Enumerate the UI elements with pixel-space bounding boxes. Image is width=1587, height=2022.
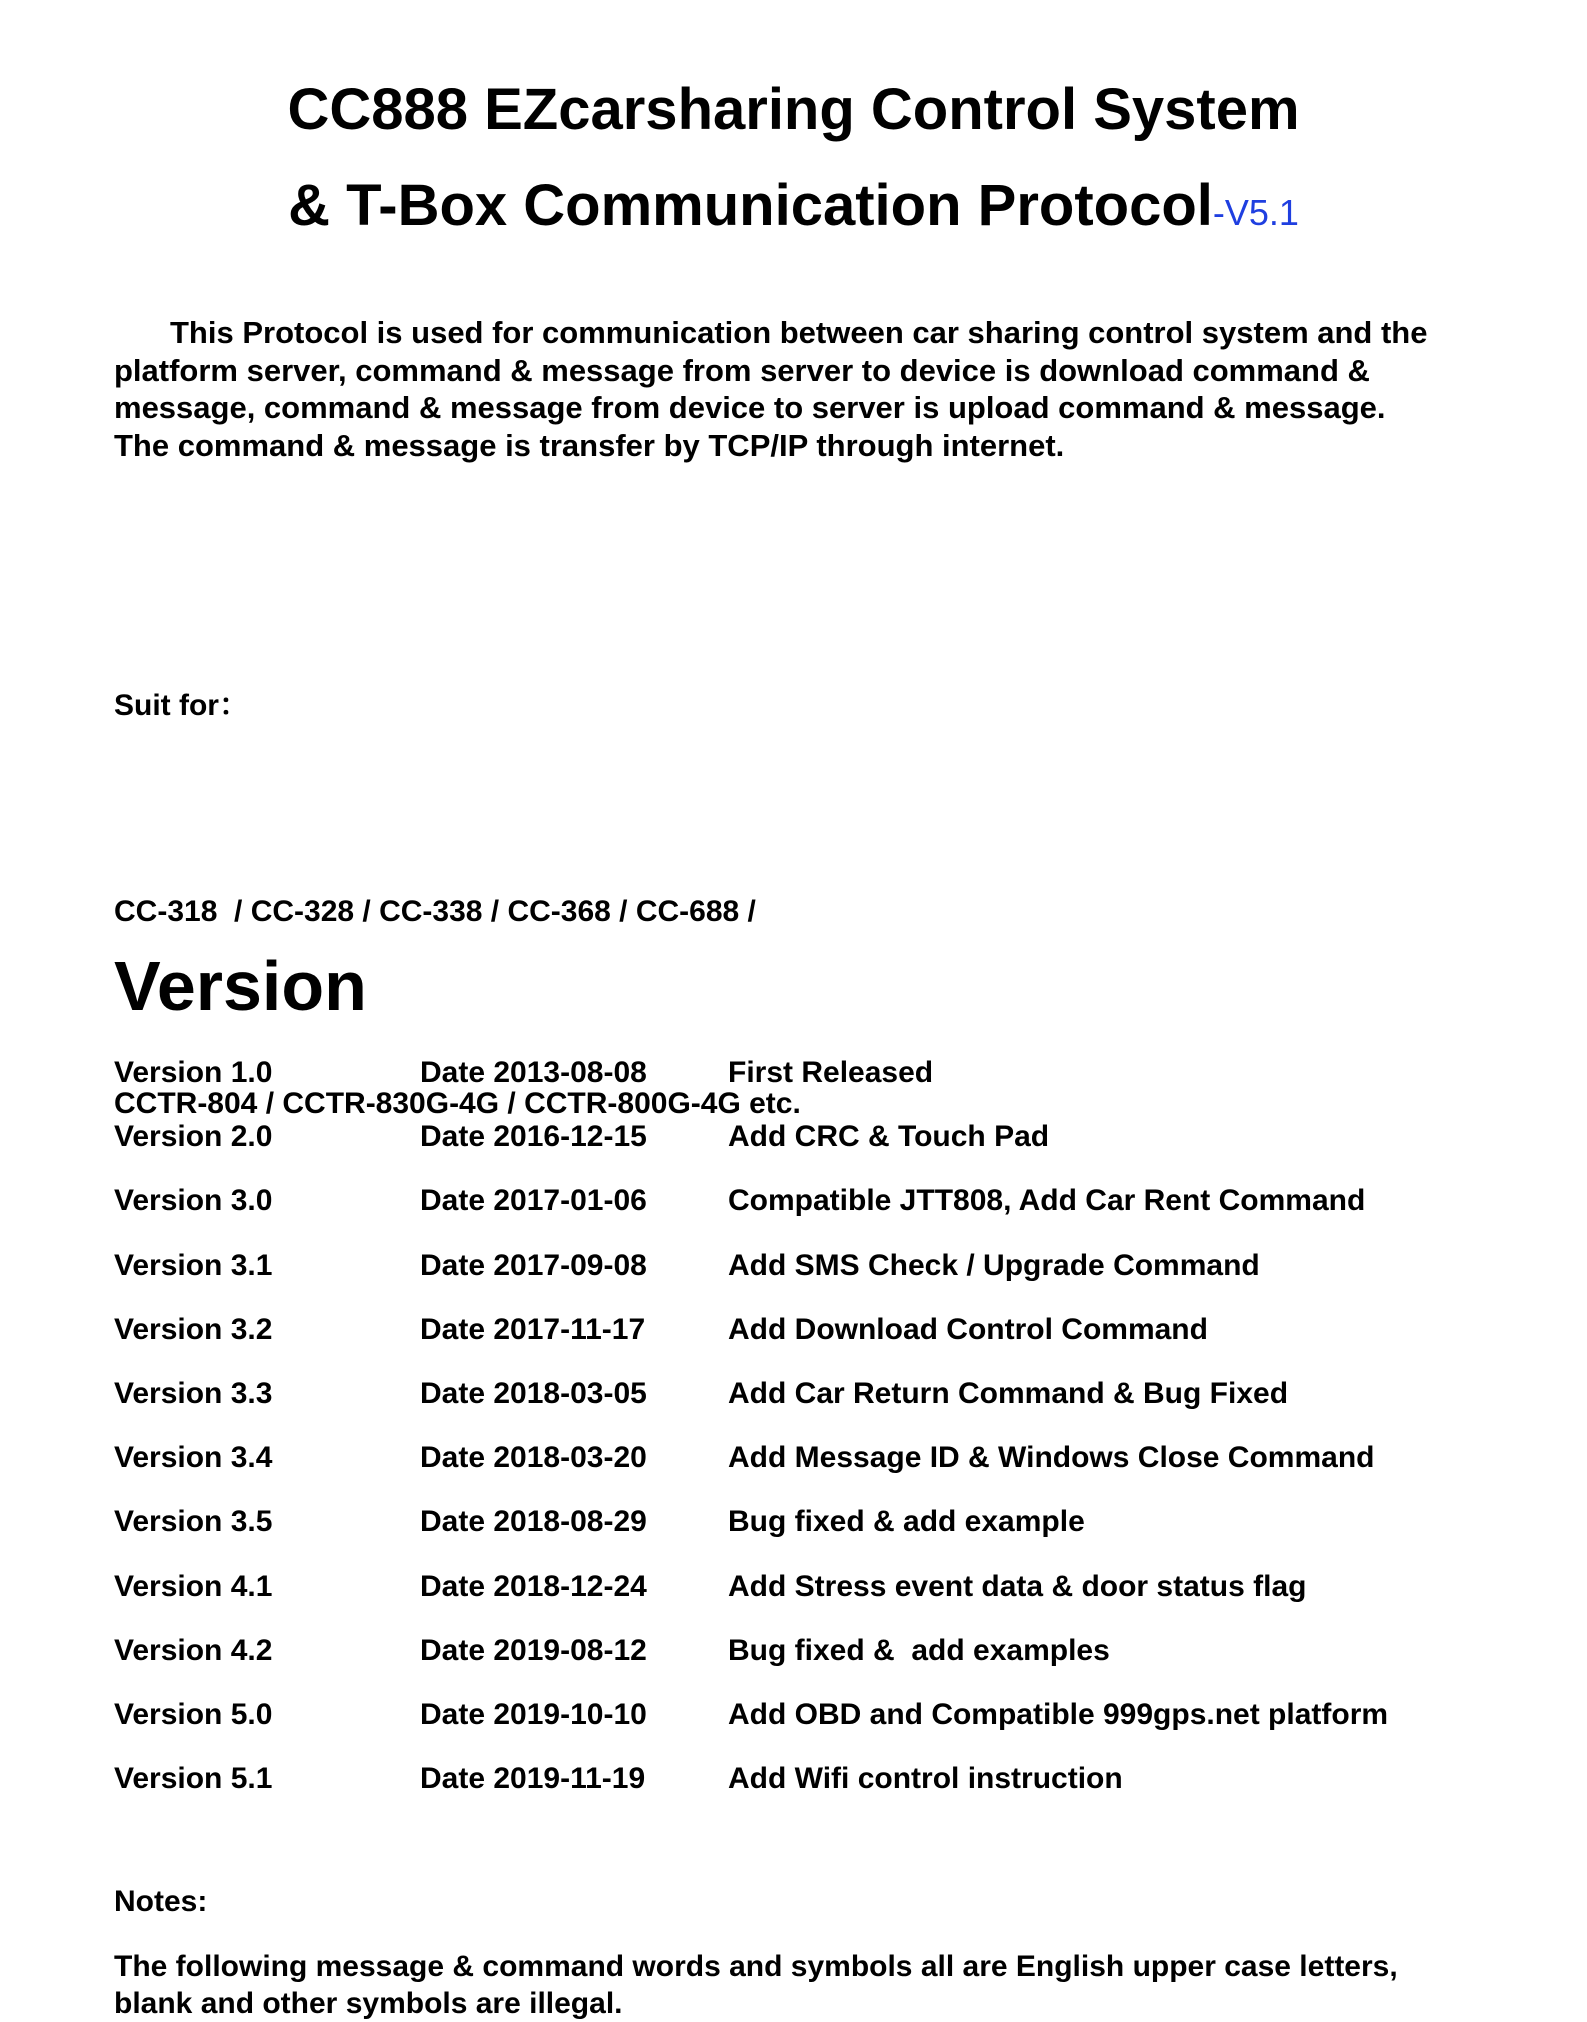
version-description: Bug fixed & add examples (728, 1633, 1110, 1667)
intro-line: This Protocol is used for communication between car sharing control system and the (170, 315, 1428, 350)
version-date: Date 2017-01-06 (420, 1184, 647, 1218)
version-row (114, 1362, 1534, 1426)
version-date: Date 2013-08-08 (420, 1056, 647, 1090)
version-date: Date 2018-12-24 (420, 1569, 647, 1603)
title-line-2-text: & T-Box Communication Protocol (288, 173, 1213, 238)
version-number: Version 3.4 (114, 1441, 273, 1475)
models-line: CCTR-804 / CCTR-830G-4G / CCTR-800G-4G etc. (114, 1087, 801, 1120)
version-row (114, 1169, 1534, 1233)
version-row (114, 1426, 1534, 1490)
version-number: Version 3.2 (114, 1312, 273, 1346)
version-description: Add CRC & Touch Pad (728, 1120, 1050, 1154)
version-number: Version 5.0 (114, 1697, 273, 1731)
version-description: Add Download Control Command (728, 1312, 1208, 1346)
version-description: Bug fixed & add example (728, 1505, 1085, 1539)
version-row (114, 1041, 1534, 1105)
version-row (114, 1105, 1534, 1169)
version-number: Version 3.1 (114, 1248, 273, 1282)
notes-label: Notes: (114, 1885, 208, 1918)
notes-line: The following message & command words and symbols all are English upper case letters, (114, 1950, 1398, 1983)
version-number: Version 1.0 (114, 1056, 273, 1090)
version-description: Add Car Return Command & Bug Fixed (728, 1377, 1289, 1411)
title-line-1: CC888 EZcarsharing Control System (287, 77, 1300, 142)
version-description: First Released (728, 1056, 934, 1090)
intro-paragraph (114, 314, 1514, 464)
version-date: Date 2018-03-05 (420, 1377, 647, 1411)
version-number: Version 4.2 (114, 1633, 273, 1667)
version-number: Version 3.3 (114, 1377, 273, 1411)
version-description: Add Message ID & Windows Close Command (728, 1441, 1375, 1475)
version-number: Version 2.0 (114, 1120, 273, 1154)
version-date: Date 2017-11-17 (420, 1312, 646, 1346)
models-line: CC-318 / CC-328 / CC-338 / CC-368 / CC-688 / (114, 895, 756, 928)
version-description: Compatible JTT808, Add Car Rent Command (728, 1184, 1366, 1218)
intro-line: platform server, command & message from server to device is download command & (114, 352, 1370, 388)
version-heading: Version (114, 947, 367, 1025)
title-version: -V5.1 (1212, 192, 1299, 233)
notes-text (114, 1948, 1534, 2022)
version-row (114, 1683, 1534, 1747)
version-number: Version 4.1 (114, 1569, 273, 1603)
version-history-table (114, 1041, 1534, 1811)
version-number: Version 3.5 (114, 1505, 273, 1539)
version-date: Date 2019-08-12 (420, 1633, 647, 1667)
version-description: Add OBD and Compatible 999gps.net platform (728, 1697, 1389, 1731)
version-row (114, 1234, 1534, 1298)
version-date: Date 2019-11-19 (420, 1762, 646, 1796)
version-row (114, 1490, 1534, 1554)
version-date: Date 2017-09-08 (420, 1248, 647, 1282)
version-date: Date 2016-12-15 (420, 1120, 647, 1154)
intro-line: The command & message is transfer by TCP/IP through internet. (114, 427, 1065, 463)
version-row (114, 1747, 1534, 1811)
version-date: Date 2019-10-10 (420, 1697, 647, 1731)
version-description: Add Stress event data & door status flag (728, 1569, 1307, 1603)
version-number: Version 5.1 (114, 1762, 273, 1796)
version-row (114, 1298, 1534, 1362)
version-description: Add Wifi control instruction (728, 1762, 1123, 1796)
suit-for-label: Suit for： (114, 689, 249, 722)
version-date: Date 2018-03-20 (420, 1441, 647, 1475)
version-description: Add SMS Check / Upgrade Command (728, 1248, 1260, 1282)
notes-line: blank and other symbols are illegal. (114, 1987, 623, 2020)
document-title (0, 62, 1587, 261)
intro-line: message, command & message from device to server is upload command & message. (114, 390, 1386, 425)
version-row (114, 1619, 1534, 1683)
version-date: Date 2018-08-29 (420, 1505, 647, 1539)
version-row (114, 1555, 1534, 1619)
version-number: Version 3.0 (114, 1184, 273, 1218)
title-line-2 (0, 158, 1587, 261)
